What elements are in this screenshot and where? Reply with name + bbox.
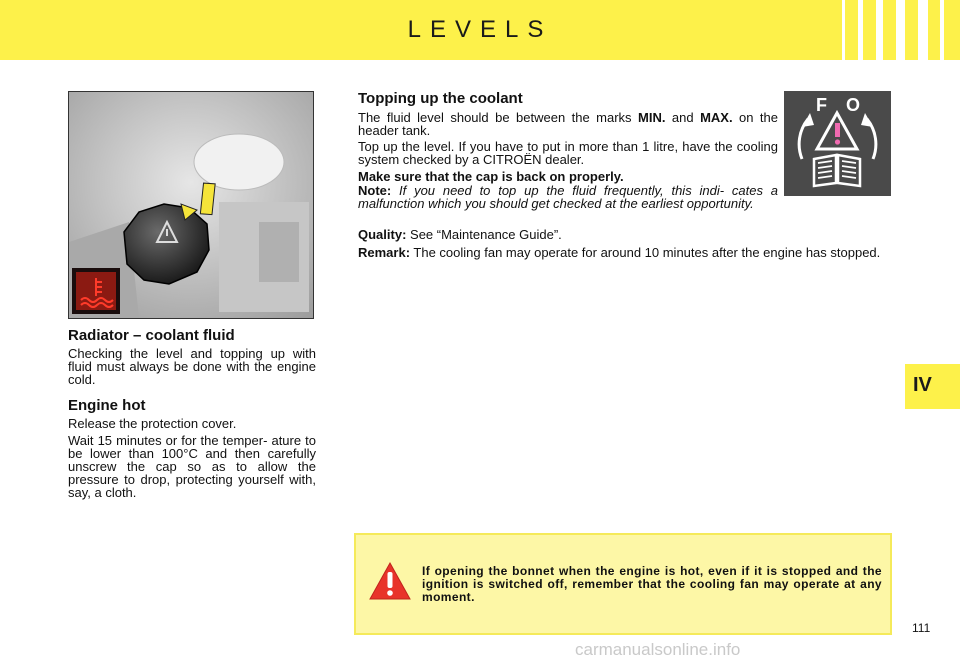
fluid-level-text: The fluid level should be between the marks MIN. and MAX. on the header tank. (358, 110, 779, 138)
header-stripe (940, 0, 944, 60)
header-stripe (896, 0, 905, 60)
fuel-letter: F (816, 95, 827, 115)
header-stripe (876, 0, 883, 60)
remark-text: Remark: The cooling fan may operate for around 10 minutes after the engine has stopped. (358, 245, 881, 260)
engine-hot-text-1: Release the protection cover. (68, 416, 237, 431)
engine-bay-photo (68, 91, 314, 319)
page-number: 111 (912, 621, 931, 635)
radiator-heading: Radiator – coolant fluid (68, 327, 235, 344)
warning-pictogram (784, 91, 891, 196)
coolant-cap-illustration (69, 92, 313, 318)
page-title: LEVELS (407, 16, 553, 43)
radiator-text: Checking the level and topping up with fluid must always be done with the engine cold. (68, 346, 316, 387)
warning-triangle-icon (368, 561, 412, 601)
chapter-tab[interactable]: IV (905, 364, 960, 409)
header-band (0, 0, 960, 60)
warning-box (354, 533, 892, 635)
topping-up-heading: Topping up the coolant (358, 90, 523, 107)
note-text: Note: If you need to top up the fluid frequently, this indi- cates a malfunction which you should get checked at the earliest opportunity. (358, 183, 778, 211)
watermark: carmanualsonline.info (575, 640, 741, 659)
header-stripe (918, 0, 928, 60)
quality-text: Quality: See “Maintenance Guide”. (358, 227, 562, 242)
top-up-text: Top up the level. If you have to put in more than 1 litre, have the cooling system checked by a CITROËN dealer. (358, 139, 778, 167)
oil-letter: O (846, 95, 861, 115)
header-stripe (858, 0, 863, 60)
engine-hot-text-2: Wait 15 minutes or for the temper- ature to be lower than 100°C and then carefully unscrew the cap so as to allow the pressure to drop, protecting yourself with, say, a cloth. (68, 433, 316, 500)
header-stripe (842, 0, 845, 60)
engine-hot-heading: Engine hot (68, 397, 146, 414)
warning-text: If opening the bonnet when the engine is hot, even if it is stopped and the ignition is switched off, remember that the cooling fan may operate at any moment. (422, 564, 882, 604)
cap-notice: Make sure that the cap is back on properly. (358, 169, 624, 184)
